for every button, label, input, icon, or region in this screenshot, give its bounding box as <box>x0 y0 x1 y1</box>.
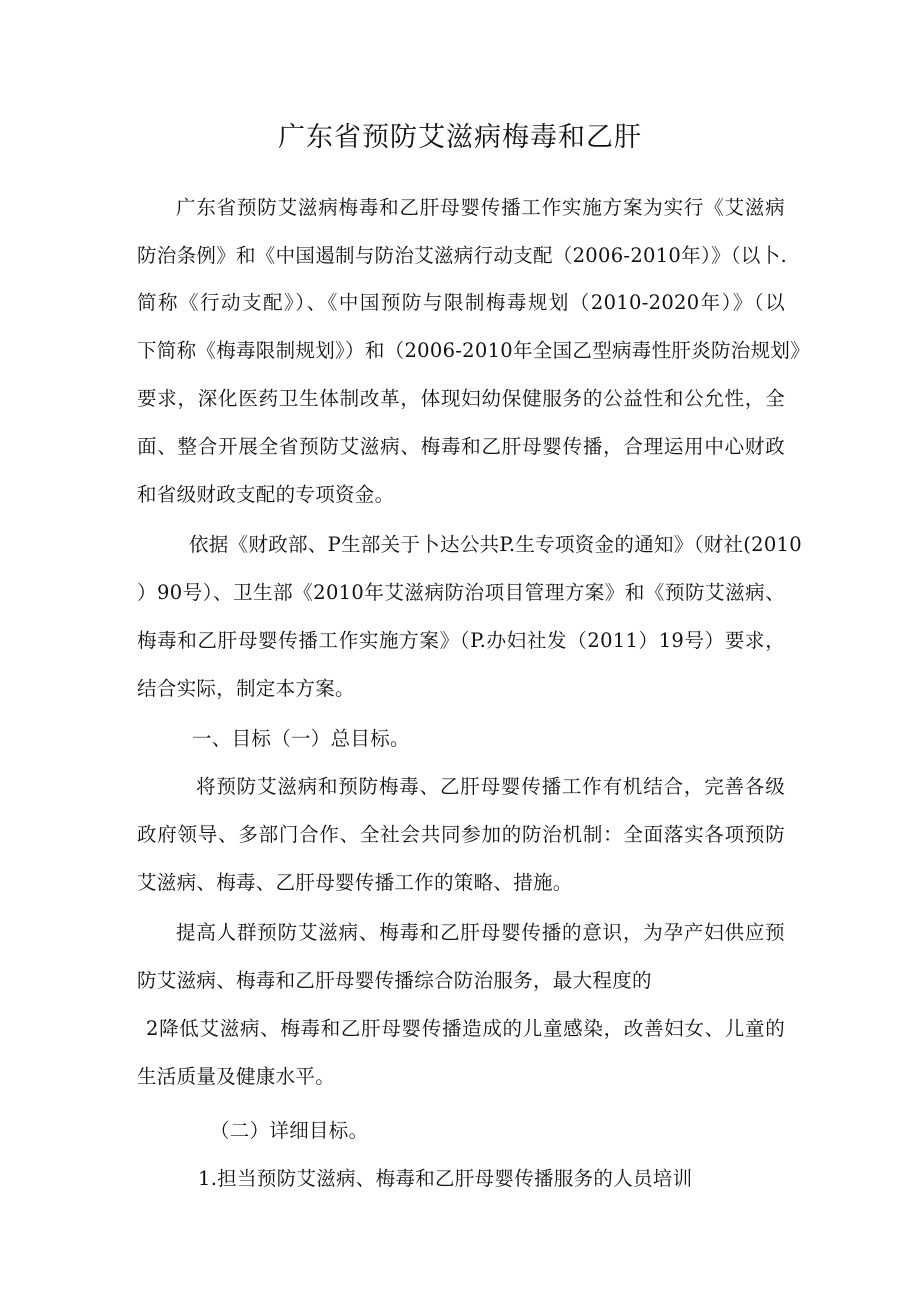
paragraph-line: ）90号）、卫生部《2010年艾滋病防治项目管理方案》和《预防艾滋病、 <box>137 581 785 604</box>
paragraph-line: 政府领导、多部门合作、全社会共同参加的防治机制：全面落实各项预防 <box>137 823 785 846</box>
section-heading: 一、目标（一）总目标。 <box>192 727 410 750</box>
paragraph-line: 依据《财政部、P生部关于卜达公共P.生专项资金的通知》（财社(2010 <box>189 533 802 556</box>
paragraph-line: 和省级财政支配的专项资金。 <box>137 483 395 506</box>
paragraph-line: 防艾滋病、梅毒和乙肝母婴传播综合防治服务，最大程度的 <box>137 969 652 992</box>
paragraph-line: 面、整合开展全省预防艾滋病、梅毒和乙肝母婴传播，合理运用中心财政 <box>137 435 785 458</box>
paragraph-line: 要求，深化医药卫生体制改革，体现妇幼保健服务的公益性和公允性，全 <box>137 387 785 410</box>
section-heading: （二）详细目标。 <box>210 1119 369 1142</box>
list-item: 1.担当预防艾滋病、梅毒和乙肝母婴传播服务的人员培训 <box>198 1167 693 1190</box>
paragraph-line: 艾滋病、梅毒、乙肝母婴传播工作的策略、措施。 <box>137 871 573 894</box>
paragraph-line: 将预防艾滋病和预防梅毒、乙肝母婴传播工作有机结合，完善各级 <box>196 775 785 798</box>
paragraph-line: 2降低艾滋病、梅毒和乙肝母婴传播造成的儿童感染，改善妇女、儿童的 <box>146 1017 785 1040</box>
paragraph-line: 下简称《梅毒限制规划》）和（2006-2010年全国乙型病毒性肝炎防治规划》 <box>137 339 810 362</box>
paragraph-line: 简称《行动支配》）、《中国预防与限制梅毒规划（2010-2020年）》（以 <box>137 291 785 314</box>
paragraph-line: 广东省预防艾滋病梅毒和乙肝母婴传播工作实施方案为实行《艾滋病 <box>176 196 785 219</box>
paragraph-line: 生活质量及健康水平。 <box>137 1065 336 1088</box>
paragraph-line: 结合实际，制定本方案。 <box>137 677 355 700</box>
document-title: 广东省预防艾滋病梅毒和乙肝 <box>278 122 642 153</box>
paragraph-line: 防治条例》和《中国遏制与防治艾滋病行动支配（2006-2010年）》（以卜. <box>137 244 787 267</box>
paragraph-line: 提高人群预防艾滋病、梅毒和乙肝母婴传播的意识，为孕产妇供应预 <box>176 921 785 944</box>
paragraph-line: 梅毒和乙肝母婴传播工作实施方案》（P.办妇社发（2011）19号）要求， <box>137 629 785 652</box>
